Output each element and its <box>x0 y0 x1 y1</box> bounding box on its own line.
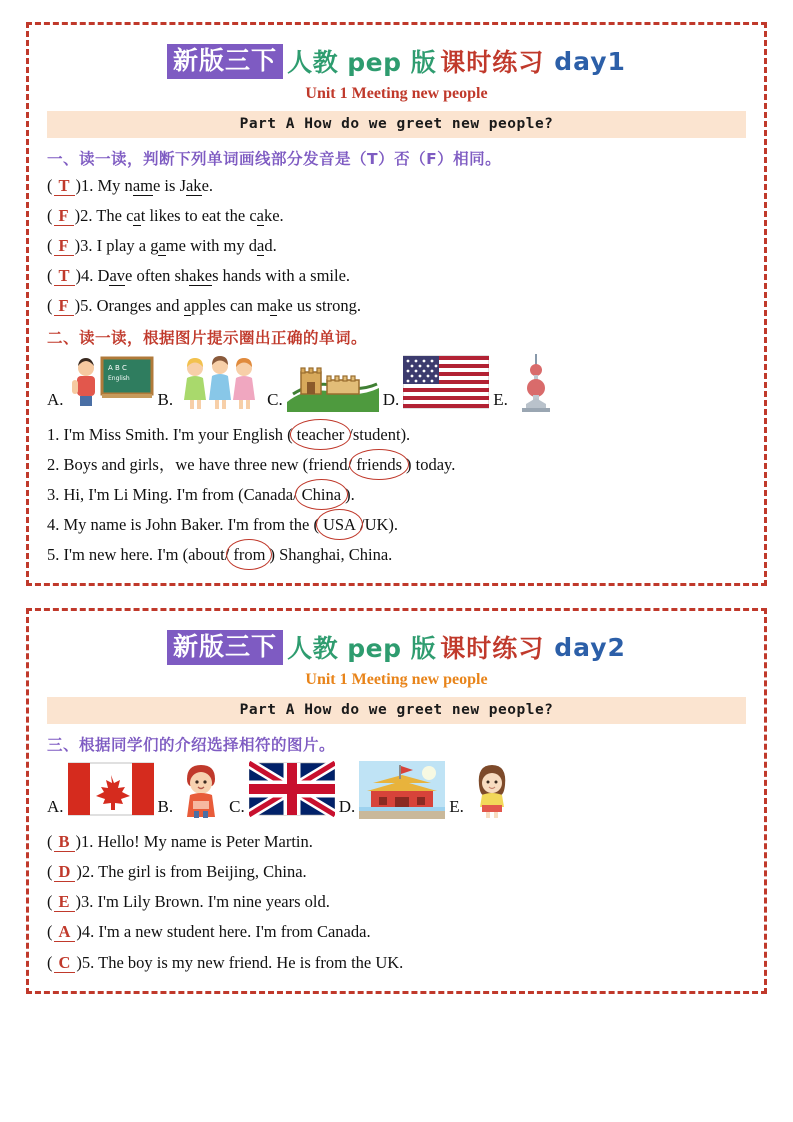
answer-open-paren: ( <box>47 236 53 256</box>
question-number: 4. <box>81 922 95 942</box>
question-row <box>47 921 746 942</box>
question-text: I'm Lily Brown. I'm nine years old. <box>97 892 330 912</box>
question-text: The cat likes to eat the cake. <box>96 206 284 226</box>
picture-item <box>47 761 154 819</box>
answer-close-paren: ) <box>75 266 82 286</box>
choice-text: My name is John Baker. I'm from the ( USA /UK). <box>63 514 399 534</box>
question-number: 5. <box>47 544 60 564</box>
choice-option[interactable]: about <box>188 544 225 564</box>
answer-close-paren: ) <box>76 922 82 942</box>
choice-option-selected[interactable]: from <box>229 544 269 565</box>
choice-row <box>47 544 746 565</box>
question-row <box>47 952 746 973</box>
choice-option-selected[interactable]: China <box>298 484 345 505</box>
worksheet-day2 <box>26 608 767 994</box>
question-number: 1. <box>81 832 94 852</box>
choice-option[interactable]: UK <box>364 514 389 534</box>
worksheet-title <box>47 629 746 665</box>
picture-letter: A. <box>47 389 64 409</box>
question-text: Dave often shakes hands with a smile. <box>97 266 351 286</box>
question-number: 3. <box>80 236 93 256</box>
question-number: 4. <box>47 514 60 534</box>
question-text: I'm a new student here. I'm from Canada. <box>98 922 371 942</box>
title-badge: 新版三下 <box>167 44 283 79</box>
picture-letter: E. <box>449 797 464 817</box>
picture-row <box>47 761 746 819</box>
unit-subtitle: Unit 1 Meeting new people <box>305 671 488 689</box>
choice-option-selected[interactable]: teacher <box>293 424 349 445</box>
choice-row <box>47 424 746 445</box>
choice-text: Hi, I'm Li Ming. I'm from (Canada/ China ). <box>63 484 355 504</box>
choice-text: Boys and girls，we have three new (friend/ friends ) today. <box>63 454 456 474</box>
svg-text:A B C: A B C <box>107 363 127 372</box>
answer-blank[interactable]: C <box>54 953 76 973</box>
title-badge: 新版三下 <box>167 630 283 665</box>
choice-option[interactable]: Canada <box>243 484 294 504</box>
picture-letter: A. <box>47 797 64 817</box>
answer-blank[interactable]: E <box>54 892 75 912</box>
tiananmen-icon <box>359 761 445 819</box>
title-type: 课时练习 <box>440 48 545 77</box>
choice-option[interactable]: friend <box>308 454 348 474</box>
picture-letter: C. <box>267 389 283 409</box>
question-row <box>47 831 746 852</box>
question-number: 1. <box>81 176 94 195</box>
question-text: I play a game with my dad. <box>96 236 277 256</box>
choice-row <box>47 454 746 475</box>
uk-flag-icon <box>249 761 335 819</box>
boy-character-icon <box>177 761 225 819</box>
choice-text: I'm Miss Smith. I'm your English ( teacher /student). <box>63 424 411 444</box>
answer-open-paren: ( <box>47 892 53 912</box>
answer-blank[interactable]: T <box>54 266 75 286</box>
choice-option[interactable]: student <box>352 424 401 444</box>
question-number: 4. <box>81 266 94 286</box>
answer-blank[interactable]: T <box>54 176 75 196</box>
girl-character-icon <box>468 761 516 819</box>
question-text: The girl is from Beijing, China. <box>98 862 307 882</box>
picture-item <box>267 354 379 412</box>
answer-close-paren: ) <box>76 952 82 972</box>
title-type: 课时练习 <box>440 634 545 664</box>
question-text: My name is Jake. <box>97 176 214 195</box>
picture-letter: C. <box>229 797 245 817</box>
choice-option-selected[interactable]: friends <box>352 454 406 475</box>
picture-item <box>158 354 264 412</box>
question-number: 3. <box>47 484 60 504</box>
question-number: 5. <box>80 296 93 316</box>
answer-close-paren: ) <box>75 832 82 852</box>
part-bar: Part A How do we greet new people? <box>47 111 746 138</box>
answer-close-paren: ) <box>75 176 82 195</box>
answer-blank[interactable]: F <box>54 296 74 316</box>
picture-letter: B. <box>157 797 174 817</box>
answer-open-paren: ( <box>47 206 53 226</box>
section-heading-2: 二、读一读，根据图片提示圈出正确的单词。 <box>47 328 368 347</box>
great-wall-icon <box>287 354 379 412</box>
question-row <box>47 891 746 912</box>
worksheet-day1 <box>26 22 767 586</box>
question-number: 2. <box>80 206 93 226</box>
title-publisher: 人教 pep 版 <box>287 634 437 664</box>
picture-letter: D. <box>338 797 356 817</box>
question-row <box>47 861 746 882</box>
answer-close-paren: ) <box>76 862 82 882</box>
question-number: 2. <box>47 454 60 474</box>
question-row <box>47 175 746 196</box>
question-number: 1. <box>47 424 60 444</box>
picture-item <box>493 354 560 412</box>
answer-open-paren: ( <box>47 176 53 195</box>
canada-flag-icon <box>68 761 154 819</box>
picture-item <box>229 761 335 819</box>
unit-subtitle: Unit 1 Meeting new people <box>305 85 488 102</box>
question-number: 3. <box>81 892 94 912</box>
answer-open-paren: ( <box>47 862 53 882</box>
worksheet-title <box>47 43 746 79</box>
answer-open-paren: ( <box>47 952 53 972</box>
section-heading-1: 一、读一读，判断下列单词画线部分发音是（T）否（F）相同。 <box>47 150 502 168</box>
picture-item <box>47 354 154 412</box>
title-publisher: 人教 pep 版 <box>287 48 437 77</box>
question-row <box>47 265 746 286</box>
question-number: 5. <box>81 952 95 972</box>
oriental-pearl-tower-icon <box>512 354 560 412</box>
answer-blank[interactable]: F <box>54 206 74 226</box>
answer-close-paren: ) <box>74 206 81 226</box>
answer-blank[interactable]: B <box>54 832 75 852</box>
answer-close-paren: ) <box>75 892 82 912</box>
choice-row <box>47 514 746 535</box>
answer-blank[interactable]: D <box>54 862 76 882</box>
answer-close-paren: ) <box>74 296 81 316</box>
three-children-icon <box>177 354 263 412</box>
answer-open-paren: ( <box>47 296 53 316</box>
picture-letter: E. <box>493 389 508 409</box>
answer-blank[interactable]: F <box>54 236 74 256</box>
question-text: Hello! My name is Peter Martin. <box>97 832 313 852</box>
picture-item <box>449 761 516 819</box>
picture-letter: D. <box>382 389 400 409</box>
picture-letter: B. <box>157 389 174 409</box>
answer-open-paren: ( <box>47 832 53 852</box>
question-row <box>47 205 746 226</box>
question-row <box>47 235 746 256</box>
section-heading-3: 三、根据同学们的介绍选择相符的图片。 <box>47 736 336 755</box>
choice-text: I'm new here. I'm (about/ from ) Shanghai, China. <box>63 544 393 564</box>
part-bar: Part A How do we greet new people? <box>47 697 746 724</box>
picture-row <box>47 354 746 412</box>
picture-item <box>158 761 226 819</box>
teacher-blackboard-icon <box>68 354 154 412</box>
question-text: The boy is my new friend. He is from the UK. <box>98 952 404 972</box>
answer-open-paren: ( <box>47 922 53 942</box>
title-day: day1 <box>554 46 626 76</box>
answer-close-paren: ) <box>74 236 81 256</box>
choice-option-selected[interactable]: USA <box>319 514 360 535</box>
question-text: Oranges and apples can make us strong. <box>96 296 361 316</box>
answer-blank[interactable]: A <box>54 922 76 942</box>
answer-open-paren: ( <box>47 266 53 286</box>
svg-text:English: English <box>107 374 130 382</box>
question-row <box>47 295 746 316</box>
choice-row <box>47 484 746 505</box>
title-day: day2 <box>554 632 626 662</box>
picture-item <box>339 761 446 819</box>
picture-item <box>383 354 490 412</box>
question-number: 2. <box>81 862 95 882</box>
usa-flag-icon <box>403 354 489 412</box>
